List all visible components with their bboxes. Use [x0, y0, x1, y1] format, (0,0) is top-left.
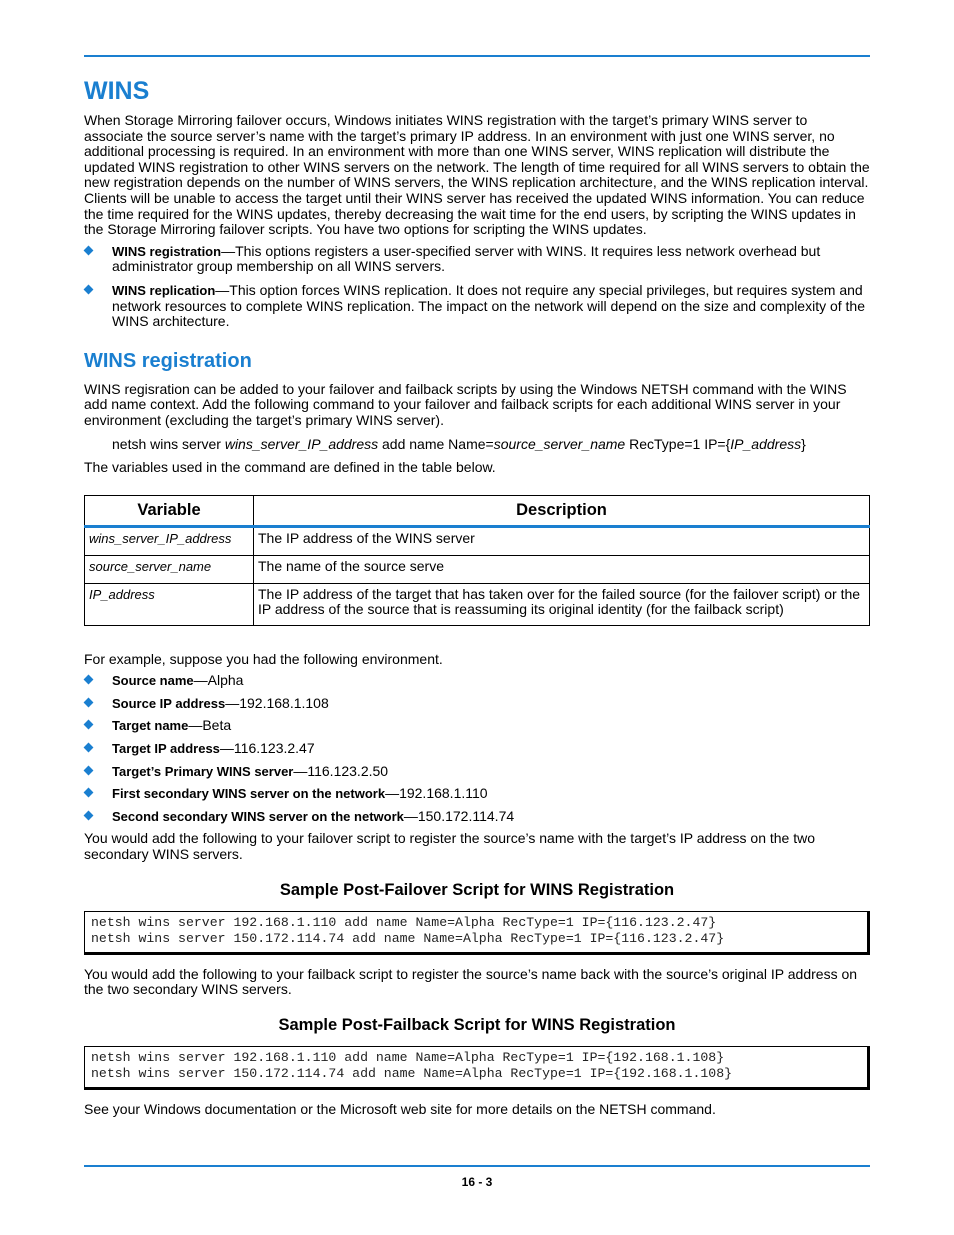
option-text: —This option forces WINS replication. It does not require any special privileges, but requires system and network resources to complete WINS replication. The impact on the network will depend on the size and complexity of the WINS architecture. [112, 281, 866, 330]
diamond-bullet-icon [84, 284, 94, 294]
options-list [84, 244, 870, 330]
list-item [84, 718, 870, 734]
item-label: Second secondary WINS server on the network [112, 808, 404, 824]
command-text: add name Name= [378, 435, 494, 452]
item-value: —150.172.114.74 [403, 807, 515, 824]
list-item [84, 696, 870, 712]
command-variable: source_server_name [493, 435, 626, 452]
item-value: —116.123.2.50 [293, 762, 389, 779]
footer-rule [84, 1165, 870, 1167]
table-row [85, 583, 870, 625]
list-item [84, 741, 870, 757]
section-heading: WINS registration [84, 349, 252, 372]
table-intro: The variables used in the command are defined in the table below. [84, 459, 496, 476]
list-item [84, 786, 870, 802]
description-cell: The IP address of the WINS server [254, 526, 870, 555]
diamond-bullet-icon [84, 743, 94, 753]
page-title: WINS [84, 77, 150, 105]
command-variable: IP_address [730, 435, 802, 452]
variable-cell: wins_server_IP_address [85, 526, 254, 555]
header-rule [84, 55, 870, 57]
list-item [84, 244, 870, 275]
item-label: First secondary WINS server on the network [112, 786, 386, 802]
item-label: Source name [112, 673, 194, 689]
diamond-bullet-icon [84, 697, 94, 707]
variables-table [84, 495, 870, 626]
list-item [84, 764, 870, 780]
diamond-bullet-icon [84, 810, 94, 820]
failback-script-heading: Sample Post-Failback Script for WINS Registration [278, 1015, 676, 1034]
intro-paragraph: When Storage Mirroring failover occurs, Windows initiates WINS registration with the target’s primary WINS server to associate the source server’s name with the target’s primary IP address. In an environment with just one WINS server, no additional processing is required. In an environment with more than one WINS server, WINS replication will distribute the updated WINS registration to other WINS servers on the network. The length of time required for all WINS servers to obtain the new registration depends on the number of WINS servers, the WINS replication architecture, and the WINS replication interval. Clients will be unable to access the target until their WINS server has received the updated WINS information. You can reduce the time required for the WINS updates, thereby decreasing the wait time for the end users, by scripting the WINS updates in the Storage Mirroring failover scripts. You have two options for scripting the WINS updates. [84, 112, 870, 238]
failover-code-block [84, 911, 870, 955]
page-number: 16 - 3 [461, 1175, 493, 1189]
section-paragraph: WINS regisration can be added to your failover and failback scripts by using the Windows NETSH command with the WINS add name context. Add the following command to your failover and failback scripts for each additional WINS server in your environment (excluding the target’s primary WINS server). [84, 380, 847, 428]
list-item [84, 673, 870, 689]
command-text: } [801, 435, 806, 452]
column-header-description: Description [254, 495, 870, 526]
item-value: —Alpha [193, 672, 244, 689]
item-value: —192.168.1.110 [385, 785, 488, 802]
diamond-bullet-icon [84, 788, 94, 798]
code-line: netsh wins server 192.168.1.110 add name Name=Alpha RecType=1 IP={192.168.1.108} [91, 1049, 725, 1065]
page-content [84, 74, 870, 1123]
table-header-row [85, 495, 870, 526]
option-text: —This options registers a user-specified server with WINS. It requires less network overhead but administrator group membership on all WINS servers. [112, 242, 821, 275]
code-line: netsh wins server 150.172.114.74 add name Name=Alpha RecType=1 IP={116.123.2.47} [91, 930, 725, 946]
variable-cell: source_server_name [85, 555, 254, 583]
command-text: netsh wins server [112, 435, 225, 452]
list-item [84, 283, 870, 330]
item-value: —116.123.2.47 [219, 740, 315, 757]
code-line: netsh wins server 150.172.114.74 add name Name=Alpha RecType=1 IP={192.168.1.108} [91, 1065, 733, 1081]
failback-code-block [84, 1046, 870, 1090]
item-value: —192.168.1.108 [225, 694, 329, 711]
table-row [85, 555, 870, 583]
variable-cell: IP_address [85, 583, 254, 625]
item-label: Source IP address [112, 695, 226, 711]
example-intro: For example, suppose you had the following environment. [84, 650, 443, 667]
diamond-bullet-icon [84, 765, 94, 775]
failover-script-heading: Sample Post-Failover Script for WINS Registration [279, 880, 675, 899]
command-text: RecType=1 IP={ [625, 435, 731, 452]
item-label: Target name [112, 718, 189, 734]
closing-paragraph: See your Windows documentation or the Microsoft web site for more details on the NETSH command. [84, 1100, 716, 1117]
item-label: Target’s Primary WINS server [112, 763, 294, 779]
failover-intro: You would add the following to your failover script to register the source’s name with the target’s IP address on the two secondary WINS servers. [84, 830, 816, 863]
environment-list [84, 673, 870, 824]
description-cell: The name of the source serve [254, 555, 870, 583]
list-item [84, 809, 870, 825]
item-value: —Beta [188, 717, 232, 734]
diamond-bullet-icon [84, 720, 94, 730]
diamond-bullet-icon [84, 675, 94, 685]
command-variable: wins_server_IP_address [224, 435, 379, 452]
table-row [85, 526, 870, 555]
command-syntax [112, 437, 870, 453]
option-label: WINS registration [112, 243, 222, 259]
option-label: WINS replication [112, 282, 216, 298]
failback-intro: You would add the following to your failback script to register the source’s name back with the source’s original IP address on the two secondary WINS servers. [84, 965, 858, 998]
item-label: Target IP address [112, 741, 220, 757]
description-cell: The IP address of the target that has taken over for the failed source (for the failover script) or the IP address of the source that is reassuming its original identity (for the failback script) [254, 583, 870, 625]
diamond-bullet-icon [84, 245, 94, 255]
column-header-variable: Variable [85, 495, 254, 526]
code-line: netsh wins server 192.168.1.110 add name Name=Alpha RecType=1 IP={116.123.2.47} [91, 914, 717, 930]
